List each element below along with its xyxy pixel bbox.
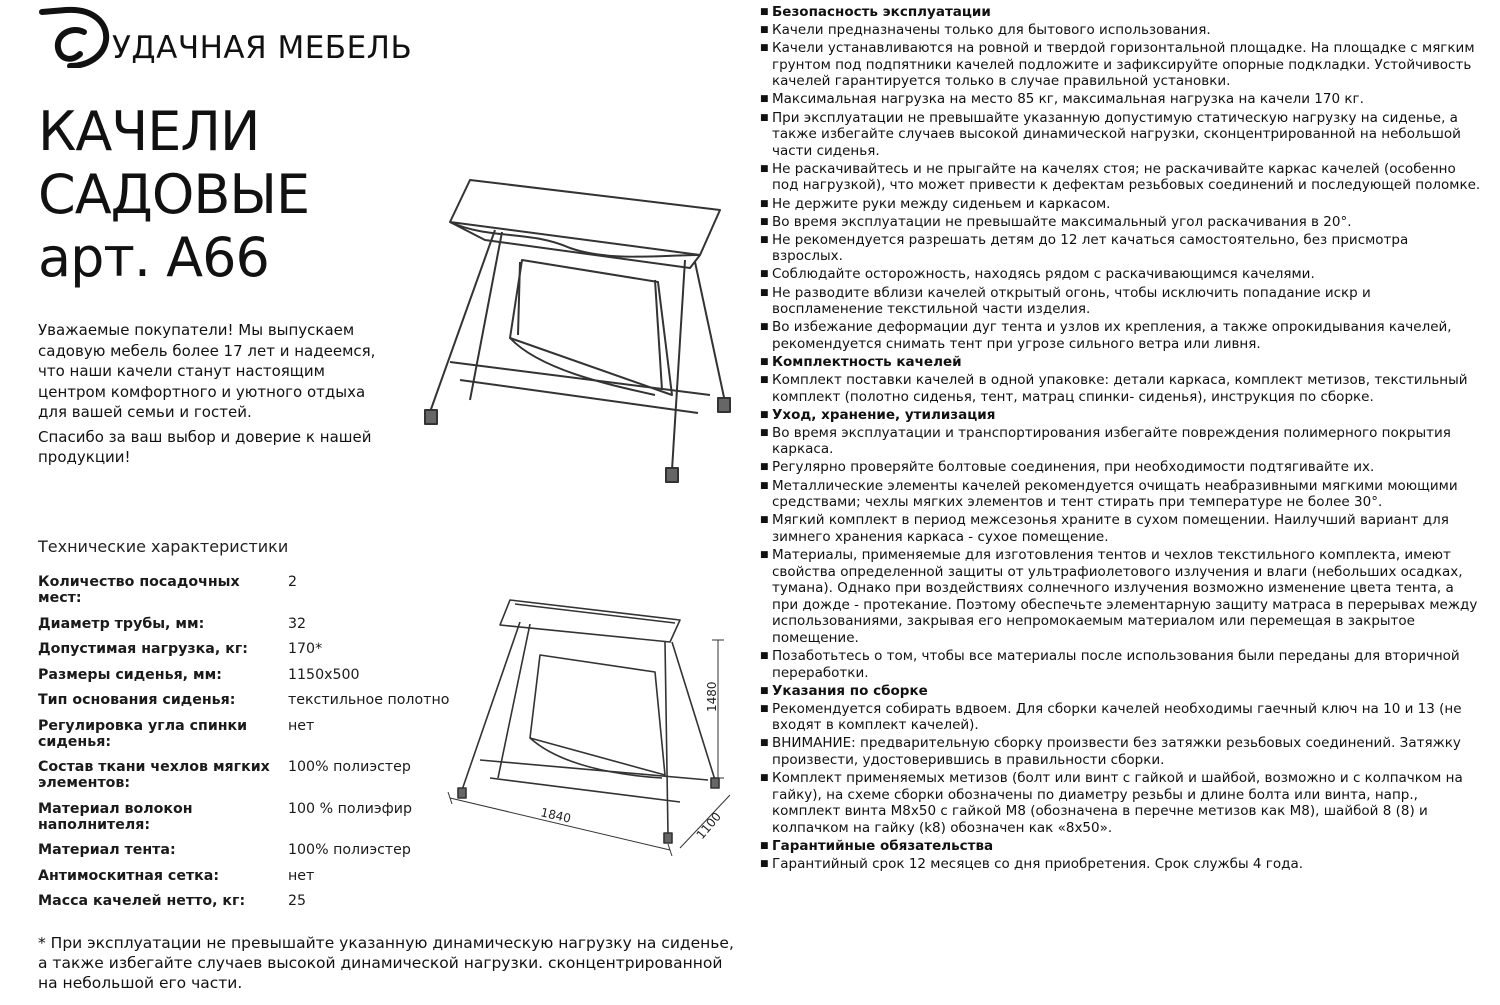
bullet-icon: ■ bbox=[760, 112, 769, 123]
list-item-text: Качели предназначены только для бытового использования. bbox=[772, 22, 1211, 39]
list-item-text: Не разводите вблизи качелей открытый огонь, чтобы исключить попадание искр и воспламенение текстильной части изделия. bbox=[772, 284, 1371, 318]
spec-row bbox=[38, 718, 458, 750]
spec-row bbox=[38, 759, 458, 791]
spec-row bbox=[38, 842, 458, 858]
bullet-icon: ■ bbox=[760, 374, 769, 385]
list-item-text: Во время эксплуатации и транспортирования избегайте повреждения полимерного покрытия каркаса. bbox=[772, 424, 1451, 458]
list-item-text: Мягкий комплект в период межсезонья храните в сухом помещении. Наилучший вариант для зимнего хранения каркаса - сухое помещение. bbox=[772, 512, 1449, 545]
list-item-text: Во избежание деформации дуг тента и узлов их крепления, а также опрокидывания качелей, рекомендуется снимать тент при угрозе сильного ветра или ливня. bbox=[772, 319, 1452, 352]
section-heading bbox=[760, 354, 1482, 371]
spec-value: 25 bbox=[288, 893, 307, 909]
list-item bbox=[760, 214, 1482, 231]
list-item-text: Максимальная нагрузка на место 85 кг, максимальная нагрузка на качели 170 кг. bbox=[772, 91, 1364, 108]
list-item bbox=[760, 196, 1482, 213]
list-item bbox=[760, 372, 1482, 405]
brand-logo-icon bbox=[36, 4, 114, 68]
page-title-article: арт. А66 bbox=[38, 226, 269, 289]
list-item bbox=[760, 285, 1482, 318]
bullet-icon: ■ bbox=[760, 480, 769, 491]
bullet-icon: ■ bbox=[760, 198, 769, 209]
bullet-icon: ■ bbox=[760, 409, 769, 420]
bullet-icon: ■ bbox=[760, 462, 769, 473]
spec-value: 2 bbox=[288, 574, 298, 590]
spec-value: 1150x500 bbox=[288, 666, 360, 683]
spec-value: 170* bbox=[288, 641, 323, 657]
height-dimension-label: 1480 bbox=[705, 681, 719, 712]
list-item bbox=[760, 459, 1482, 476]
list-item bbox=[760, 478, 1482, 511]
footnote: * При эксплуатации не превышайте указанную динамическую нагрузку на сиденье, а также избегайте случаев высокой динамической нагрузки. сконцентрированной на небольшой его части. bbox=[38, 934, 734, 992]
list-item-text: При эксплуатации не превышайте указанную допустимую статическую нагрузку на сиденье, а также избегайте случаев высокой динамической нагрузки, сконцентрированной на небольшой части сиденья. bbox=[772, 109, 1461, 159]
spec-label: Количество посадочных мест: bbox=[38, 574, 240, 606]
spec-label: Состав ткани чехлов мягких элементов: bbox=[38, 759, 270, 791]
section-heading bbox=[760, 683, 1482, 700]
bullet-icon: ■ bbox=[760, 685, 769, 696]
depth-dimension-label: 1100 bbox=[693, 809, 724, 842]
spec-label: Материал тента: bbox=[38, 842, 176, 858]
spec-label: Материал волокон наполнителя: bbox=[38, 800, 193, 833]
instructions-list bbox=[760, 4, 1482, 874]
bullet-icon: ■ bbox=[760, 163, 769, 174]
list-item bbox=[760, 648, 1482, 681]
swing-illustration bbox=[410, 170, 740, 485]
spec-label: Антимоскитная сетка: bbox=[38, 867, 220, 884]
bullet-icon: ■ bbox=[760, 216, 769, 227]
list-item-text: Уход, хранение, утилизация bbox=[772, 406, 996, 423]
list-item bbox=[760, 161, 1482, 194]
list-item bbox=[760, 319, 1482, 352]
intro-text bbox=[38, 320, 383, 472]
dimension-drawing bbox=[440, 580, 740, 860]
length-dimension-label: 1840 bbox=[539, 805, 573, 826]
list-item-text: Рекомендуется собирать вдвоем. Для сборки качелей необходимы гаечный ключ на 10 и 13 (не входят в комплект качелей). bbox=[772, 700, 1462, 734]
list-item bbox=[760, 512, 1482, 545]
specs-heading: Технические характеристики bbox=[38, 537, 289, 556]
list-item-text: Комплект поставки качелей в одной упаковке: детали каркаса, комплект метизов, текстильный комплект (полотно сиденья, тент, матрац спинки- сиденья), инструкция по сборке. bbox=[772, 371, 1468, 405]
list-item bbox=[760, 232, 1482, 265]
spec-value: нет bbox=[288, 717, 315, 734]
spec-label: Масса качелей нетто, кг: bbox=[38, 893, 246, 909]
bullet-icon: ■ bbox=[760, 25, 769, 36]
spec-value: нет bbox=[288, 867, 315, 884]
bullet-icon: ■ bbox=[760, 322, 769, 333]
spec-value: текстильное полотно bbox=[288, 692, 450, 708]
list-item bbox=[760, 770, 1482, 836]
list-item-text: Качели устанавливаются на ровной и твердой горизонтальной площадке. На площадке с мягким грунтом под подпятники качелей подложите и зафиксируйте опорные подкладки. Устойчивость качелей гарантируется только в случае правильной установки. bbox=[772, 40, 1475, 90]
list-item bbox=[760, 110, 1482, 160]
spec-row bbox=[38, 574, 458, 606]
list-item bbox=[760, 91, 1482, 108]
spec-value: 32 bbox=[288, 615, 307, 632]
page-title-line2: САДОВЫЕ bbox=[38, 163, 310, 226]
bullet-icon: ■ bbox=[760, 43, 769, 54]
list-item-text: ВНИМАНИЕ: предварительную сборку произвести без затяжки резьбовых соединений. Затяжку произвести, удостоверившись в правильности сборки. bbox=[772, 735, 1461, 769]
spec-row bbox=[38, 641, 458, 657]
list-item bbox=[760, 735, 1482, 768]
spec-value: 100 % полиэфир bbox=[288, 800, 412, 817]
spec-value: 100% полиэстер bbox=[288, 842, 411, 858]
section-heading bbox=[760, 407, 1482, 424]
spec-row bbox=[38, 616, 458, 632]
spec-label: Регулировка угла спинки сиденья: bbox=[38, 717, 248, 750]
list-item bbox=[760, 701, 1482, 734]
list-item bbox=[760, 40, 1482, 90]
intro-thanks: Спасибо за ваш выбор и доверие к нашей продукции! bbox=[38, 427, 372, 466]
bullet-icon: ■ bbox=[760, 549, 769, 560]
bullet-icon: ■ bbox=[760, 841, 769, 851]
list-item-text: Материалы, применяемые для изготовления тентов и чехлов текстильного комплекта, имеют свойства определенной защиты от ультрафиолетового излучения и влаги (небольших осадках, тумана). Однако при воздействиях солнечного излучения возможно изменение цвета тента, а при дожде - протекание. Поэтому обеспечьте элементарную защиту матраса в перерывах между использованиями, закрывая его непромокаемым материалом или перемещая в закрытое помещение. bbox=[772, 546, 1478, 646]
bullet-icon: ■ bbox=[760, 515, 769, 526]
list-item bbox=[760, 547, 1482, 647]
list-item bbox=[760, 856, 1482, 873]
list-item-text: Указания по сборке bbox=[772, 682, 928, 699]
list-item-text: Безопасность эксплуатации bbox=[772, 4, 991, 20]
list-item-text: Гарантийный срок 12 месяцев со дня приобретения. Срок службы 4 года. bbox=[772, 856, 1304, 873]
section-heading bbox=[760, 4, 1482, 21]
list-item-text: Регулярно проверяйте болтовые соединения, при необходимости подтягивайте их. bbox=[772, 459, 1375, 476]
spec-row bbox=[38, 801, 458, 833]
spec-label: Размеры сиденья, мм: bbox=[38, 666, 222, 683]
page-title-line1: КАЧЕЛИ bbox=[38, 100, 260, 163]
spec-row bbox=[38, 868, 458, 884]
list-item-text: Позаботьтесь о том, чтобы все материалы после использования были переданы для вторичной переработки. bbox=[772, 647, 1460, 681]
bullet-icon: ■ bbox=[760, 738, 769, 749]
list-item-text: Соблюдайте осторожность, находясь рядом с раскачивающимся качелями. bbox=[772, 266, 1315, 283]
bullet-icon: ■ bbox=[760, 7, 769, 17]
list-item-text: Не рекомендуется разрешать детям до 12 лет качаться самостоятельно, без присмотра взрослых. bbox=[772, 231, 1409, 265]
list-item-text: Не раскачивайтесь и не прыгайте на качелях стоя; не раскачивайте каркас качелей (особенно под нагрузкой), что может привести к дефектам резьбовых соединений и последующей поломке. bbox=[772, 160, 1481, 194]
bullet-icon: ■ bbox=[760, 269, 769, 280]
bullet-icon: ■ bbox=[760, 859, 769, 870]
spec-row bbox=[38, 667, 458, 683]
bullet-icon: ■ bbox=[760, 703, 769, 714]
spec-label: Допустимая нагрузка, кг: bbox=[38, 641, 248, 657]
list-item bbox=[760, 266, 1482, 283]
bullet-icon: ■ bbox=[760, 773, 769, 784]
list-item-text: Не держите руки между сиденьем и каркасом. bbox=[772, 195, 1111, 212]
list-item bbox=[760, 22, 1482, 39]
list-item-text: Гарантийные обязательства bbox=[772, 838, 994, 854]
spec-label: Тип основания сиденья: bbox=[38, 692, 236, 708]
list-item-text: Во время эксплуатации не превышайте максимальный угол раскачивания в 20°. bbox=[772, 213, 1352, 230]
section-heading bbox=[760, 838, 1482, 855]
list-item-text: Комплект применяемых метизов (болт или винт с гайкой и шайбой, возможно и с колпачком на гайку), на схеме сборки обозначены по диаметру резьбы и длине болта или винта, напр., комплект винта М8x50 с гайкой М8 (обозначена в перечне метизов как М8), шайбой 8 (8) и колпачком на гайку (k8) обозначен как «8x50». bbox=[772, 770, 1463, 836]
bullet-icon: ■ bbox=[760, 94, 769, 105]
spec-label: Диаметр трубы, мм: bbox=[38, 615, 205, 632]
list-item bbox=[760, 425, 1482, 458]
specs-table bbox=[38, 574, 458, 919]
bullet-icon: ■ bbox=[760, 287, 769, 298]
bullet-icon: ■ bbox=[760, 650, 769, 661]
list-item-text: Комплектность качелей bbox=[772, 353, 962, 370]
spec-row bbox=[38, 692, 458, 708]
bullet-icon: ■ bbox=[760, 356, 769, 367]
bullet-icon: ■ bbox=[760, 427, 769, 438]
list-item-text: Металлические элементы качелей рекомендуется очищать неабразивными мягкими моющими средствами; чехлы мягких элементов и тент стирать при температуре не более 30°. bbox=[772, 477, 1458, 511]
spec-row bbox=[38, 893, 458, 909]
intro-paragraph: Уважаемые покупатели! Мы выпускаем садовую мебель более 17 лет и надеемся, что наши качели станут настоящим центром комфортного и уютного отдыха для вашей семьи и гостей. bbox=[38, 321, 376, 421]
spec-value: 100% полиэстер bbox=[288, 759, 411, 775]
brand-name: УДАЧНАЯ МЕБЕЛЬ bbox=[112, 30, 413, 66]
bullet-icon: ■ bbox=[760, 234, 769, 245]
